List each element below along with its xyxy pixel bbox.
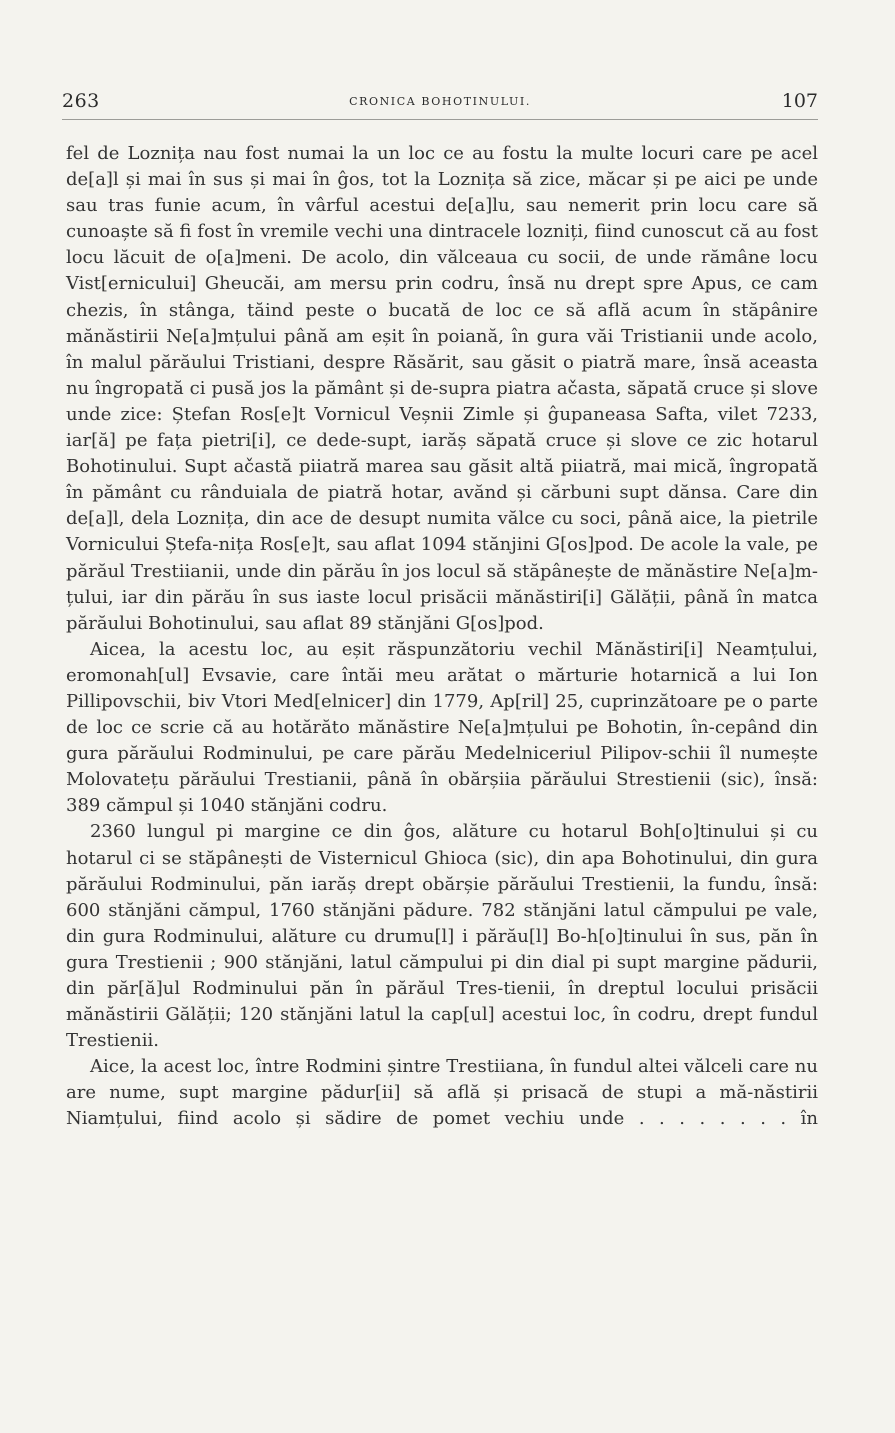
page-number: 107 bbox=[781, 90, 818, 112]
header-rule bbox=[62, 119, 818, 120]
left-page-number: 263 bbox=[62, 90, 100, 112]
running-head bbox=[62, 90, 818, 116]
paragraph: 2360 lungul pi margine ce din ĝos, alăture cu hotarul Boh[o]tinului și cu hotarul ci se stăpânești de Visternicul Ghioca (sic), din apa Bohotinului, din gura părăului Rodminului, păn iarăș drept obărșie părăului Trestienii, la fundu, însă: 600 stănjăni cămpul, 1760 stănjăni pădure. 782 stănjăni latul cămpului pe vale, din gura Rodminului, alăture cu drumu[l] i părău[l] Bo-h[o]tinului în sus, păn în gura Trestienii ; 900 stănjăni, latul cămpului pi din dial pi supt margine pădurii, din păr[ă]ul Rodminului păn în părăul Tres-tienii, în dreptul locului prisăcii mănăstirii Gălății; 120 stănjăni latul la cap[ul] acestui loc, în codru, drept fundul Trestienii. bbox=[66, 821, 818, 1052]
paragraph: Aicea, la acestu loc, au eșit răspunzătoriu vechil Mănăstiri[i] Neamțului, eromonah[ul] Evsavie, care întăi meu arătat o mărturie hotarnică a lui Ion Pillipovschii, biv Vtori Med[elnicer] din 1779, Ap[ril] 25, cuprinzătoare pe o parte de loc ce scrie că au hotărăto mănăstire Ne[a]mțului pe Bohotin, în-cepând din gura părăului Rodminului, pe care părău Medelniceriul Pilipov-schii îl numește Molovatețu părăului Trestianii, până în obărșiia părăului Strestienii (sic), însă: 389 cămpul și 1040 stănjăni codru. bbox=[66, 638, 818, 817]
running-title: CRONICA BOHOTINULUI. bbox=[349, 95, 531, 108]
paragraph: Aice, la acest loc, între Rodmini șintre Trestiiana, în fundul altei vălceli care nu are nume, supt margine pădur[ii] să află și prisacă de stupi a mă-năstirii Niamțului, fiind acolo și sădire de pomet vechiu unde . . . . . . . . în bbox=[66, 1056, 818, 1130]
body-text bbox=[66, 141, 818, 1133]
paragraph: fel de Loznița nau fost numai la un loc ce au fostu la multe locuri care pe acel de[a]l și mai în sus și mai în ĝos, tot la Loznița să zice, măcar și pe aici pe unde sau tras funie acum, în vârful acestui de[a]lu, sau nemerit prin locu care să cunoaște să fi fost în vremile vechi una dintracele lozniți, fiind cunoscut că au fost locu lăcuit de o[a]meni. De acolo, din vălceaua cu socii, de unde rămâne locu Vist[ernicului] Gheucăi, am mersu prin codru, însă nu drept spre Apus, ce cam chezis, în stânga, tăind peste o bucată de loc ce să află acum în stăpânire mănăstirii Ne[a]mțului până am eșit în poiană, în gura văi Tristianii unde acolo, în malul părăului Tristiani, despre Răsărit, sau găsit o piatră mare, însă aceasta nu îngropată ci pusă jos la pământ și de-supra piatra ačasta, săpată cruce și slove unde zice: Ștefan Ros[e]t Vornicul Veșnii Zimle și ĝupaneasa Safta, vilet 7233, iar[ă] pe fața pietri[i], ce dede-supt, iarăș săpată cruce și slove ce zic hotarul Bohotinului. Supt ačastă piiatră marea sau găsit altă piiatră, mai mică, îngropată în pământ cu rânduiala de piatră hotar, avănd și cărbuni supt dănsa. Care din de[a]l, dela Loznița, din ace de desupt numita vălce cu soci, până aice, la pietrile Vornicului Ștefa-nița Ros[e]t, sau aflat 1094 stănjini G[os]pod. De acole la vale, pe părăul Trestiianii, unde din părău în jos locul să stăpânește de mănăstire Ne[a]m-țului, iar din părău în sus iaste locul prisăcii mănăstiri[i] Gălății, până în matca părăului Bohotinului, sau aflat 89 stănjăni G[os]pod. bbox=[66, 143, 818, 634]
